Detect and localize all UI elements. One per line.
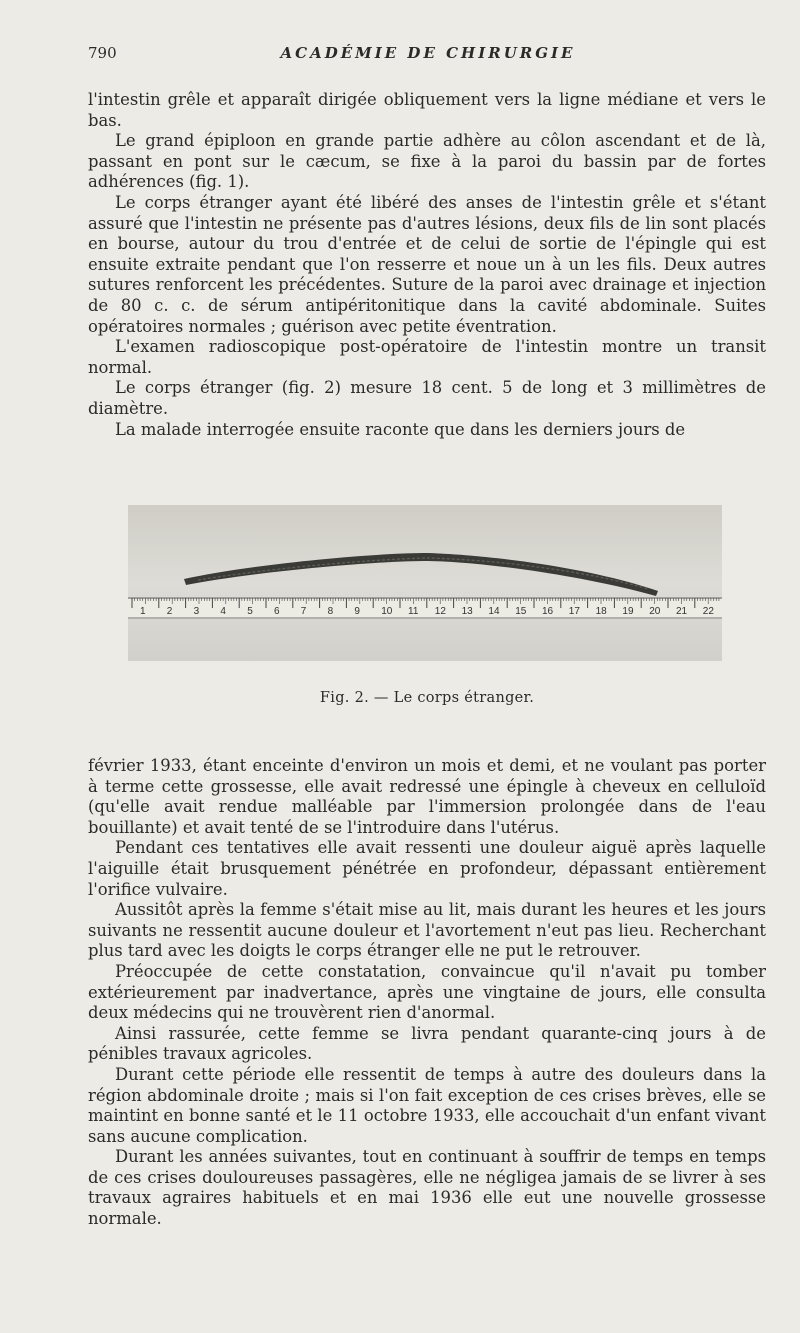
paragraph: Le grand épiploon en grande partie adhère au côlon ascendant et de là, passant en pont sur le cæcum, se fixe à la paroi du bassin par de fortes adhérences (fig. 1). (88, 131, 766, 192)
ruler-label: 21 (676, 606, 688, 617)
page-number: 790 (88, 44, 117, 62)
paragraph: Durant les années suivantes, tout en continuant à souffrir de temps en temps de ces crises douloureuses passagères, elle ne négligea jamais de se livrer à ses travaux agraires habituels et en mai 1936 elle eut une nouvelle grossesse normale. (88, 1147, 766, 1229)
ruler-label: 17 (568, 606, 580, 617)
paragraph: Aussitôt après la femme s'était mise au lit, mais durant les heures et les jours suivants ne ressentit aucune douleur et l'avortement n'eut pas lieu. Recherchant plus tard avec les doigts le corps étranger elle ne put le retrouver. (88, 900, 766, 961)
paragraph: Le corps étranger ayant été libéré des anses de l'intestin grêle et s'étant assuré que l'intestin ne présente pas d'autres lésions, deux fils de lin sont placés en bourse, autour du trou d'entrée et de celui de sortie de l'épingle qui est ensuite extraite pendant que l'on resserre et noue un à un les fils. Deux autres sutures renforcent les précédentes. Suture de la paroi avec drainage et injection de 80 c. c. de sérum antipéritonitique dans la cavité abdominale. Suites opératoires normales ; guérison avec petite éventration. (88, 192, 766, 336)
ruler-label: 11 (408, 606, 419, 617)
ruler-label: 6 (274, 606, 280, 617)
ruler-label: 20 (649, 606, 661, 617)
ruler-label: 19 (622, 606, 634, 617)
paragraph: Durant cette période elle ressentit de temps à autre des douleurs dans la région abdominale droite ; mais si l'on fait exception de ces crises brèves, elle se maintint en bonne santé et le 11 octobre 1933, elle accouchait d'un enfant vivant sans aucune complication. (88, 1064, 766, 1146)
paragraph: Pendant ces tentatives elle avait ressenti une douleur aiguë après laquelle l'aiguille était brusquement pénétrée en profondeur, dépassant entièrement l'orifice vulvaire. (88, 838, 766, 899)
ruler-label: 1 (140, 606, 146, 617)
ruler-label: 12 (434, 606, 446, 617)
paragraph: Ainsi rassurée, cette femme se livra pendant quarante-cinq jours à de pénibles travaux agricoles. (88, 1023, 766, 1064)
ruler-label: 9 (354, 606, 360, 617)
ruler-label: 14 (488, 606, 500, 617)
ruler-label: 18 (595, 606, 607, 617)
text-block-top (88, 90, 766, 440)
paragraph: Le corps étranger (fig. 2) mesure 18 cent. 5 de long et 3 millimètres de diamètre. (88, 378, 766, 418)
ruler-label: 15 (515, 606, 527, 617)
ruler-label: 2 (166, 606, 173, 617)
ruler-label: 5 (247, 606, 253, 617)
figure-photo (128, 505, 722, 661)
page-header (88, 44, 768, 68)
ruler-label: 8 (327, 606, 334, 617)
paragraph: février 1933, étant enceinte d'environ un mois et demi, et ne voulant pas porter à terme cette grossesse, elle avait redressé une épingle à cheveux en celluloïd (qu'elle avait rendue malléable par l'immersion prolongée dans de l'eau bouillante) et avait tenté de se l'introduire dans l'utérus. (88, 756, 766, 837)
text-block-bottom (88, 756, 766, 1230)
running-title: ACADÉMIE DE CHIRURGIE (280, 44, 576, 62)
ruler-label: 13 (461, 606, 473, 617)
ruler-label: 22 (702, 606, 714, 617)
paragraph: l'intestin grêle et apparaît dirigée obliquement vers la ligne médiane et vers le bas. (88, 90, 766, 130)
ruler-label: 4 (220, 606, 226, 617)
ruler-label: 3 (193, 606, 200, 617)
foreign-body-photo (128, 505, 722, 661)
figure-caption: Fig. 2. — Le corps étranger. (319, 690, 535, 706)
photo-background (128, 505, 722, 661)
ruler-label: 10 (381, 606, 393, 617)
paragraph: Préoccupée de cette constatation, convaincue qu'il n'avait pu tomber extérieurement par inadvertance, après une vingtaine de jours, elle consulta deux médecins qui ne trouvèrent rien d'anormal. (88, 961, 766, 1023)
paragraph: L'examen radioscopique post-opératoire de l'intestin montre un transit normal. (88, 337, 766, 377)
paragraph: La malade interrogée ensuite raconte que dans les derniers jours de (115, 419, 686, 439)
ruler-label: 16 (542, 606, 554, 617)
ruler-label: 7 (300, 606, 307, 617)
